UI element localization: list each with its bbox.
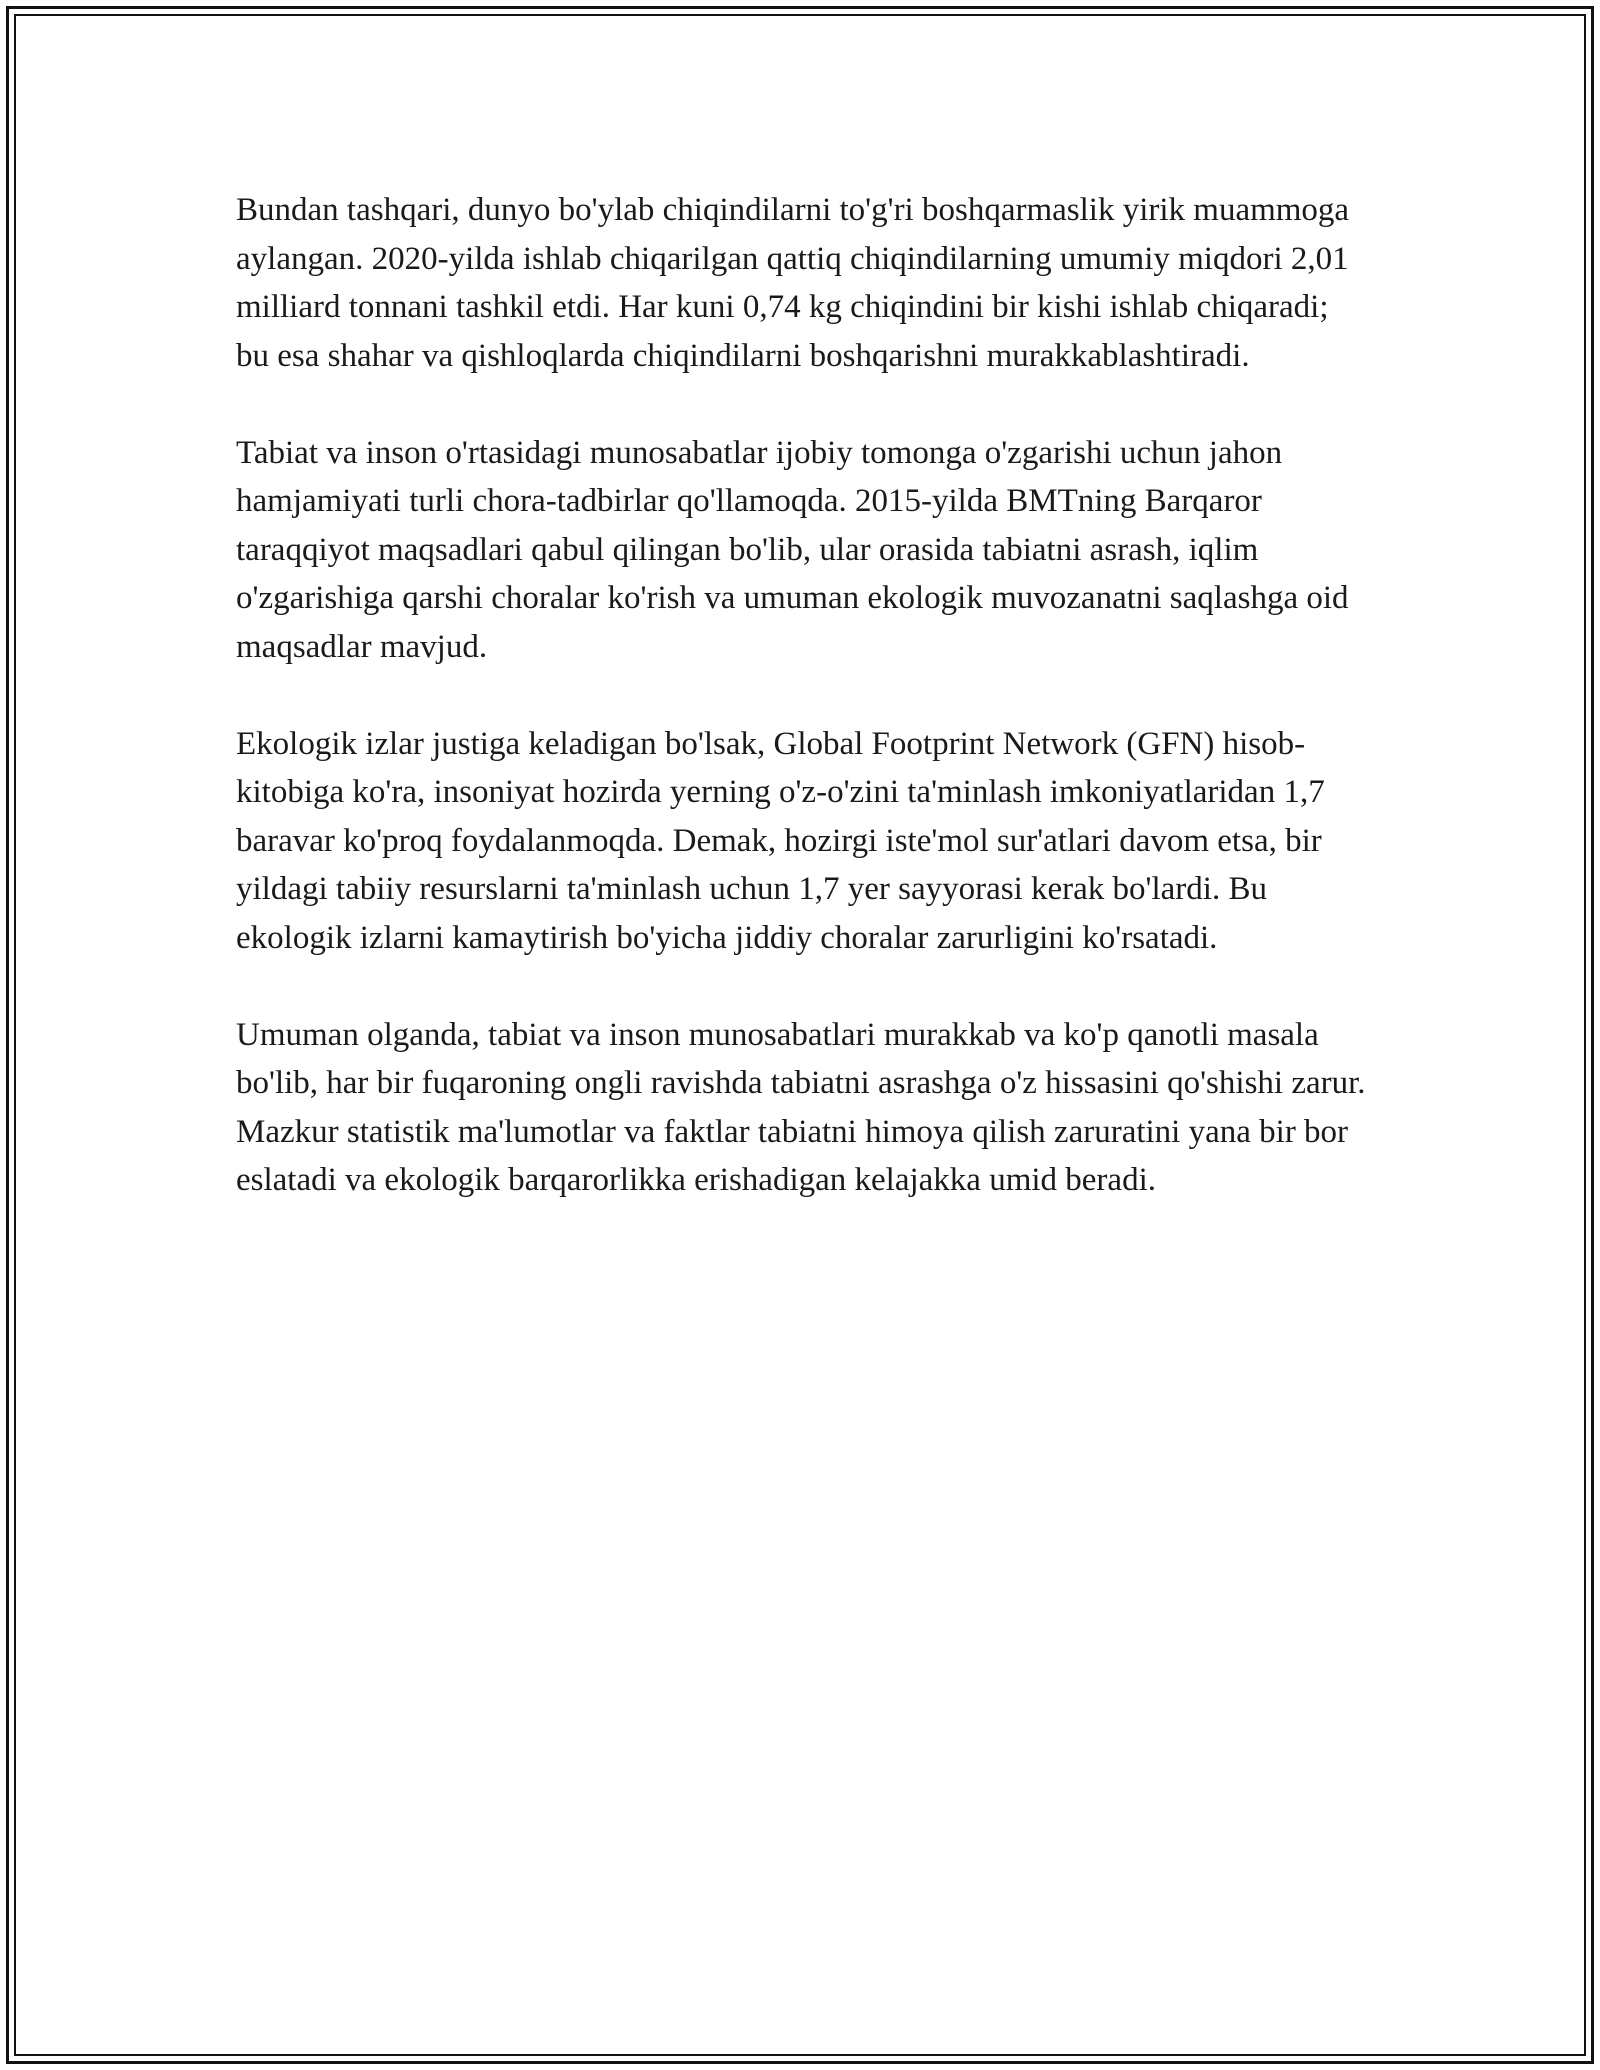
document-body — [236, 186, 1366, 1253]
paragraph-waste-management: Bundan tashqari, dunyo bo'ylab chiqindilarni to'g'ri boshqarmaslik yirik muammoga aylangan. 2020-yilda ishlab chiqarilgan qattiq chiqindilarning umumiy miqdori 2,01 milliard tonnani tashkil etdi. Har kuni 0,74 kg chiqindini bir kishi ishlab chiqaradi; bu esa shahar va qishloqlarda chiqindilarni boshqarishni murakkablashtiradi. — [236, 192, 1350, 374]
paragraph-sustainable-development: Tabiat va inson o'rtasidagi munosabatlar ijobiy tomonga o'zgarishi uchun jahon hamjamiyati turli chora-tadbirlar qo'llamoqda. 2015-yilda BMTning Barqaror taraqqiyot maqsadlari qabul qilingan bo'lib, ular orasida tabiatni asrash, iqlim o'zgarishiga qarshi choralar ko'rish va umuman ekologik muvozanatni saqlashga oid maqsadlar mavjud. — [236, 434, 1349, 665]
paragraph-ecological-footprint: Ekologik izlar justiga keladigan bo'lsak, Global Footprint Network (GFN) hisob-kitobiga ko'ra, insoniyat hozirda yerning o'z-o'zini ta'minlash imkoniyatlaridan 1,7 baravar ko'proq foydalanmoqda. Demak, hozirgi iste'mol sur'atlari davom etsa, bir yildagi tabiiy resurslarni ta'minlash uchun 1,7 yer sayyorasi kerak bo'lardi. Bu ekologik izlarni kamaytirish bo'yicha jiddiy choralar zarurligini ko'rsatadi. — [236, 725, 1325, 956]
paragraph-conclusion: Umuman olganda, tabiat va inson munosabatlari murakkab va ko'p qanotli masala bo'lib, har bir fuqaroning ongli ravishda tabiatni asrashga o'z hissasini qo'shishi zarur. Mazkur statistik ma'lumotlar va faktlar tabiatni himoya qilish zaruratini yana bir bor eslatadi va ekologik barqarorlikka erishadigan kelajakka umid beradi. — [236, 1016, 1366, 1198]
